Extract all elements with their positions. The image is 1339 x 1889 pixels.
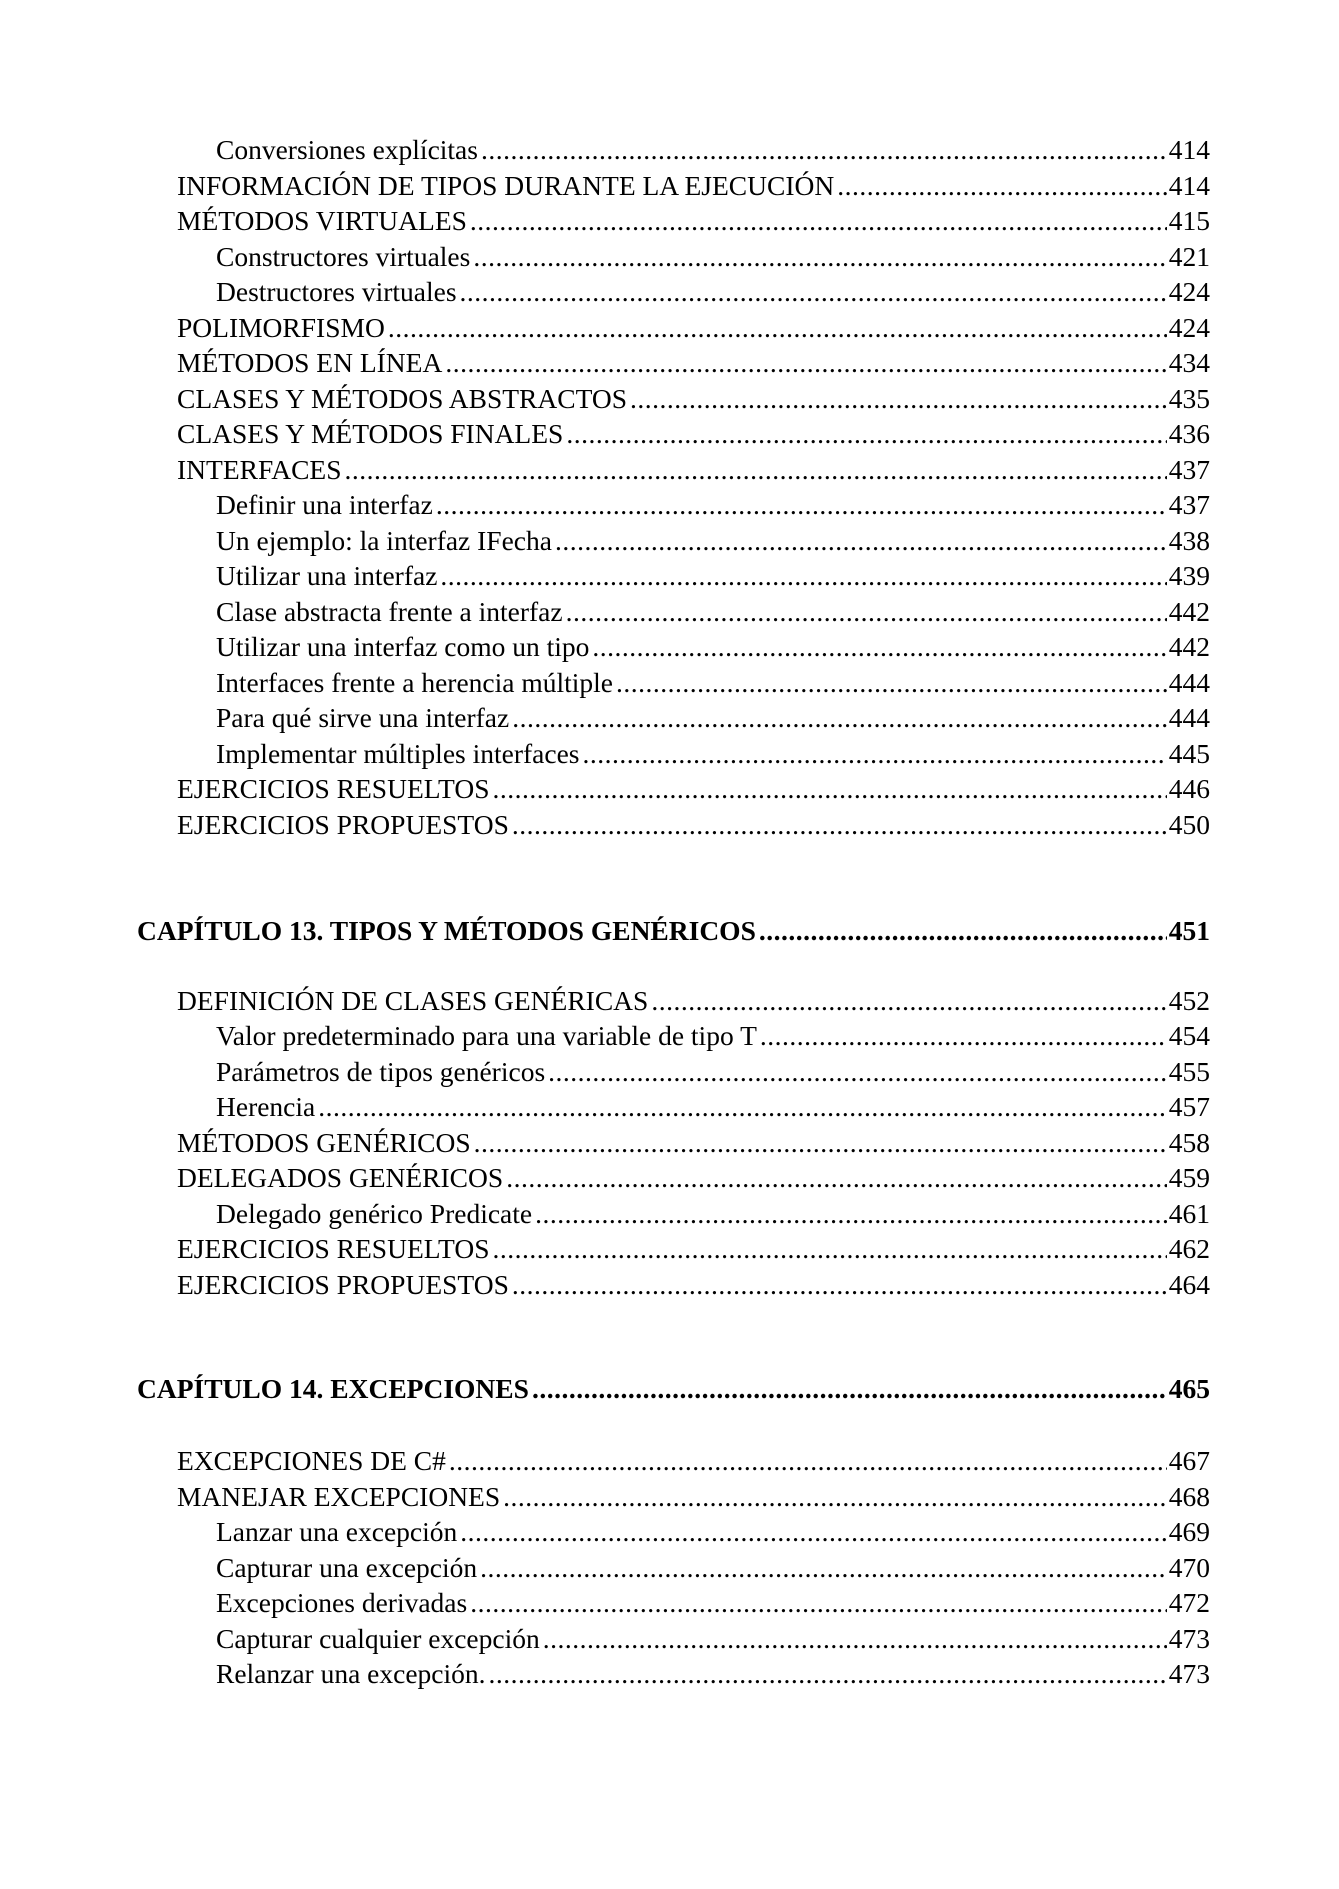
toc-dot-leader bbox=[460, 275, 1167, 309]
toc-entry bbox=[177, 1480, 1210, 1516]
toc-page-number: 452 bbox=[1168, 985, 1210, 1016]
toc-page-number: 435 bbox=[1168, 383, 1210, 414]
toc-dot-leader bbox=[449, 1444, 1167, 1478]
toc-page-number: 457 bbox=[1168, 1091, 1210, 1122]
toc-entry bbox=[216, 524, 1210, 560]
toc-page-number: 454 bbox=[1168, 1020, 1210, 1051]
toc-entry bbox=[216, 275, 1210, 311]
toc-chapter-entry bbox=[137, 914, 1210, 950]
toc-dot-leader bbox=[512, 808, 1167, 842]
toc-entry-title: INFORMACIÓN DE TIPOS DURANTE LA EJECUCIÓN bbox=[177, 170, 835, 201]
toc-page-number: 445 bbox=[1168, 738, 1210, 769]
toc-dot-leader bbox=[535, 1197, 1167, 1231]
toc-entry-title: EJERCICIOS PROPUESTOS bbox=[177, 1269, 509, 1300]
toc-entry bbox=[216, 488, 1210, 524]
toc-entry bbox=[177, 772, 1210, 808]
toc-entry bbox=[216, 133, 1210, 169]
toc-entry-title: Valor predeterminado para una variable de tipo T bbox=[216, 1020, 757, 1051]
toc-entry bbox=[177, 1232, 1210, 1268]
toc-entry-title: Definir una interfaz bbox=[216, 489, 433, 520]
toc-page-number: 462 bbox=[1168, 1233, 1210, 1264]
toc-dot-leader bbox=[470, 204, 1167, 238]
toc-entry-title: Capturar cualquier excepción bbox=[216, 1623, 540, 1654]
toc-entry bbox=[177, 453, 1210, 489]
toc-page-number: 439 bbox=[1168, 560, 1210, 591]
toc-entry-title: POLIMORFISMO bbox=[177, 312, 385, 343]
toc-dot-leader bbox=[512, 701, 1167, 735]
toc-entry bbox=[216, 1515, 1210, 1551]
toc-page-number: 437 bbox=[1168, 489, 1210, 520]
toc-entry bbox=[177, 1444, 1210, 1480]
toc-dot-leader bbox=[480, 1551, 1167, 1585]
toc-entry bbox=[177, 346, 1210, 382]
toc-entry bbox=[216, 595, 1210, 631]
toc-dot-leader bbox=[489, 1657, 1167, 1691]
toc-dot-leader bbox=[470, 1586, 1167, 1620]
toc-dot-leader bbox=[493, 1232, 1167, 1266]
toc-page-number: 459 bbox=[1168, 1162, 1210, 1193]
toc-entry bbox=[216, 1019, 1210, 1055]
toc-entry-title: Utilizar una interfaz como un tipo bbox=[216, 631, 590, 662]
toc-entry bbox=[177, 169, 1210, 205]
toc-page-number: 450 bbox=[1168, 809, 1210, 840]
toc-entry-title: Interfaces frente a herencia múltiple bbox=[216, 667, 613, 698]
toc-dot-leader bbox=[548, 1055, 1167, 1089]
toc-page-number: 446 bbox=[1168, 773, 1210, 804]
toc-page-number: 467 bbox=[1168, 1445, 1210, 1476]
toc-entry bbox=[216, 559, 1210, 595]
toc-entry bbox=[177, 417, 1210, 453]
toc-entry-title: DEFINICIÓN DE CLASES GENÉRICAS bbox=[177, 985, 649, 1016]
toc-page-number: 468 bbox=[1168, 1481, 1210, 1512]
toc-page-number: 469 bbox=[1168, 1516, 1210, 1547]
toc-dot-leader bbox=[616, 666, 1167, 700]
toc-entry-title: Para qué sirve una interfaz bbox=[216, 702, 510, 733]
toc-dot-leader bbox=[440, 559, 1166, 593]
toc-dot-leader bbox=[318, 1090, 1167, 1124]
toc-page-number: 458 bbox=[1168, 1127, 1210, 1158]
toc-page-number: 424 bbox=[1168, 276, 1210, 307]
toc-dot-leader bbox=[460, 1515, 1167, 1549]
toc-entry bbox=[216, 630, 1210, 666]
toc-entry-title: EJERCICIOS RESUELTOS bbox=[177, 773, 490, 804]
toc-dot-leader bbox=[566, 417, 1166, 451]
toc-entry bbox=[216, 1197, 1210, 1233]
toc-entry-title: Utilizar una interfaz bbox=[216, 560, 438, 591]
toc-entry bbox=[216, 1622, 1210, 1658]
toc-entry bbox=[177, 984, 1210, 1020]
toc-page-number: 415 bbox=[1168, 205, 1210, 236]
toc-page-number: 473 bbox=[1168, 1658, 1210, 1689]
toc-page-number: 444 bbox=[1168, 667, 1210, 698]
toc-entry-title: CLASES Y MÉTODOS FINALES bbox=[177, 418, 564, 449]
toc-entry bbox=[177, 1161, 1210, 1197]
toc-entry-title: MÉTODOS VIRTUALES bbox=[177, 205, 467, 236]
toc-entry bbox=[177, 311, 1210, 347]
toc-page-number: 464 bbox=[1168, 1269, 1210, 1300]
toc-page-number: 455 bbox=[1168, 1056, 1210, 1087]
toc-page-number: 451 bbox=[1168, 915, 1210, 946]
toc-entry bbox=[177, 204, 1210, 240]
toc-dot-leader bbox=[759, 914, 1167, 948]
toc-dot-leader bbox=[532, 1372, 1167, 1406]
toc-entry-title: Excepciones derivadas bbox=[216, 1587, 468, 1618]
toc-chapter-entry bbox=[137, 1372, 1210, 1408]
toc-entry bbox=[177, 382, 1210, 418]
toc-entry-title: Delegado genérico Predicate bbox=[216, 1198, 533, 1229]
toc-entry bbox=[216, 666, 1210, 702]
toc-dot-leader bbox=[436, 488, 1167, 522]
toc-dot-leader bbox=[481, 133, 1167, 167]
toc-dot-leader bbox=[388, 311, 1167, 345]
toc-entry-title: Relanzar una excepción. bbox=[216, 1658, 486, 1689]
toc-dot-leader bbox=[512, 1268, 1167, 1302]
toc-entry-title: EJERCICIOS RESUELTOS bbox=[177, 1233, 490, 1264]
toc-page-number: 444 bbox=[1168, 702, 1210, 733]
toc-entry-title: Un ejemplo: la interfaz IFecha bbox=[216, 525, 552, 556]
toc-page-number: 438 bbox=[1168, 525, 1210, 556]
toc-page-number: 414 bbox=[1168, 170, 1210, 201]
toc-dot-leader bbox=[474, 1126, 1167, 1160]
toc-entry-title: MÉTODOS GENÉRICOS bbox=[177, 1127, 471, 1158]
toc-page-number: 424 bbox=[1168, 312, 1210, 343]
toc-dot-leader bbox=[493, 772, 1167, 806]
toc-entry bbox=[216, 1657, 1210, 1693]
toc-dot-leader bbox=[555, 524, 1167, 558]
toc-page-number: 465 bbox=[1168, 1373, 1210, 1404]
toc-entry bbox=[216, 1055, 1210, 1091]
toc-page-number: 442 bbox=[1168, 596, 1210, 627]
toc-entry-title: MÉTODOS EN LÍNEA bbox=[177, 347, 443, 378]
toc-page-number: 414 bbox=[1168, 134, 1210, 165]
toc-entry-title: Parámetros de tipos genéricos bbox=[216, 1056, 546, 1087]
toc-dot-leader bbox=[506, 1161, 1167, 1195]
toc-page-number: 442 bbox=[1168, 631, 1210, 662]
toc-entry-title: EJERCICIOS PROPUESTOS bbox=[177, 809, 509, 840]
toc-entry-title: Capturar una excepción bbox=[216, 1552, 478, 1583]
toc-dot-leader bbox=[837, 169, 1167, 203]
toc-page-number: 472 bbox=[1168, 1587, 1210, 1618]
toc-page-number: 436 bbox=[1168, 418, 1210, 449]
toc-page-number: 470 bbox=[1168, 1552, 1210, 1583]
toc-entry-title: Constructores virtuales bbox=[216, 241, 471, 272]
toc-dot-leader bbox=[503, 1480, 1167, 1514]
toc-dot-leader bbox=[651, 984, 1166, 1018]
toc-entry bbox=[216, 701, 1210, 737]
toc-entry-title: DELEGADOS GENÉRICOS bbox=[177, 1162, 504, 1193]
toc-entry bbox=[216, 737, 1210, 773]
toc-entry-title: Destructores virtuales bbox=[216, 276, 457, 307]
toc-page-number: 434 bbox=[1168, 347, 1210, 378]
toc-dot-leader bbox=[566, 595, 1167, 629]
toc-entry-title: CAPÍTULO 14. EXCEPCIONES bbox=[137, 1373, 529, 1404]
toc-dot-leader bbox=[345, 453, 1167, 487]
toc-dot-leader bbox=[630, 382, 1167, 416]
toc-entry-title: Conversiones explícitas bbox=[216, 134, 478, 165]
toc-entry bbox=[216, 1586, 1210, 1622]
toc-entry bbox=[177, 808, 1210, 844]
toc-entry bbox=[177, 1126, 1210, 1162]
toc-page-number: 473 bbox=[1168, 1623, 1210, 1654]
toc-entry-title: Clase abstracta frente a interfaz bbox=[216, 596, 563, 627]
toc-entry bbox=[177, 1268, 1210, 1304]
toc-entry-title: CLASES Y MÉTODOS ABSTRACTOS bbox=[177, 383, 628, 414]
toc-entry-title: Herencia bbox=[216, 1091, 316, 1122]
toc-dot-leader bbox=[543, 1622, 1167, 1656]
toc-entry-title: CAPÍTULO 13. TIPOS Y MÉTODOS GENÉRICOS bbox=[137, 915, 756, 946]
toc-entry-title: INTERFACES bbox=[177, 454, 342, 485]
toc-dot-leader bbox=[473, 240, 1166, 274]
toc-entry bbox=[216, 240, 1210, 276]
toc-entry bbox=[216, 1551, 1210, 1587]
toc-page-number: 437 bbox=[1168, 454, 1210, 485]
toc-dot-leader bbox=[582, 737, 1166, 771]
toc-entry-title: EXCEPCIONES DE C# bbox=[177, 1445, 446, 1476]
toc-dot-leader bbox=[760, 1019, 1167, 1053]
toc-dot-leader bbox=[445, 346, 1166, 380]
toc-entry-title: MANEJAR EXCEPCIONES bbox=[177, 1481, 501, 1512]
toc-page-number: 461 bbox=[1168, 1198, 1210, 1229]
toc-entry bbox=[216, 1090, 1210, 1126]
toc-page-number: 421 bbox=[1168, 241, 1210, 272]
toc-entry-title: Lanzar una excepción bbox=[216, 1516, 458, 1547]
toc-dot-leader bbox=[592, 630, 1166, 664]
toc-entry-title: Implementar múltiples interfaces bbox=[216, 738, 580, 769]
